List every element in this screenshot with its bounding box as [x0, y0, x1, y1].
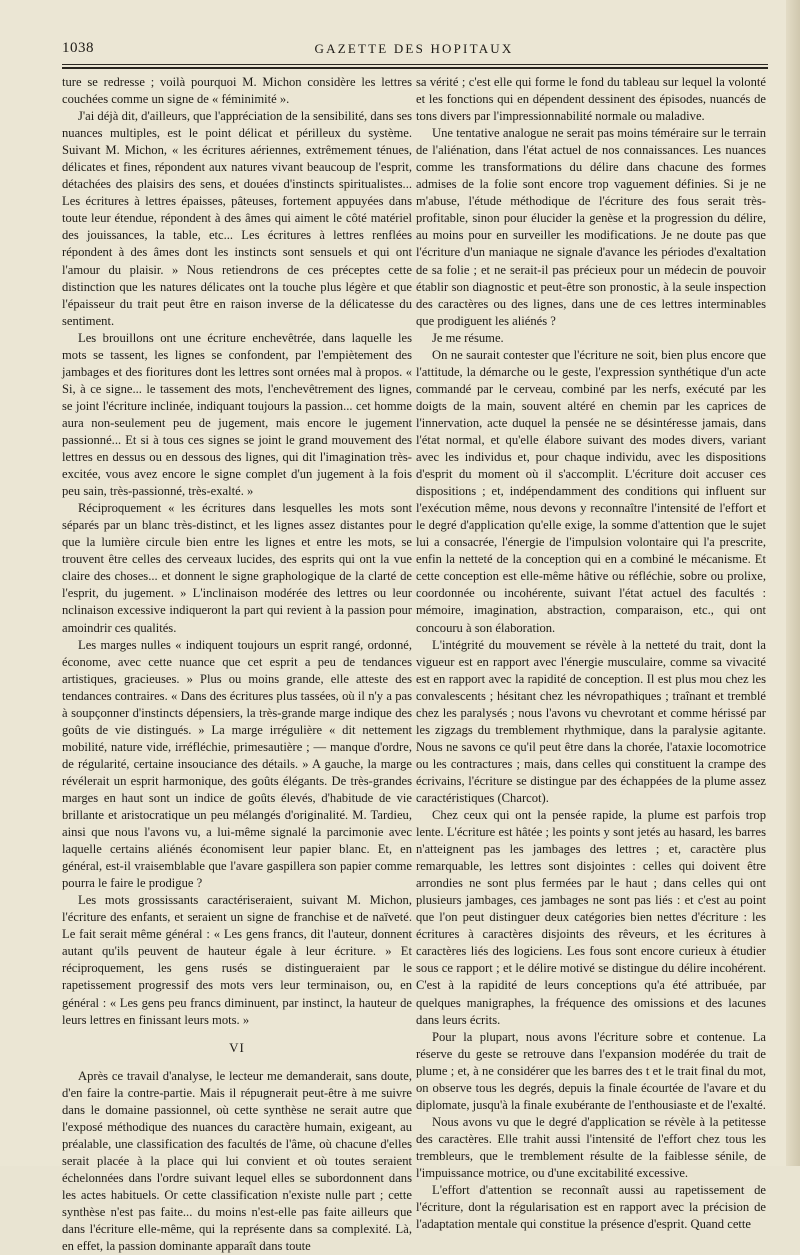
left-column	[62, 74, 412, 1255]
paragraph: J'ai déjà dit, d'ailleurs, que l'appréciation de la sensibilité, dans ses nuances multiples, est le point délicat et périlleux du système. Suivant M. Michon, « les écritures aériennes, extrêmement ténues, délicates et fines, répondent aux natures vivant beaucoup de l'esprit, détachées des plaisirs des sens, et douées d'instincts spiritualistes... Les écritures à lettres épaisses, pâteuses, fortement appuyées dans toute leur étendue, répondent à des âmes qui aiment le côté matériel des jouissances, la table, etc... Les écritures à lettres renflées répondent à des âmes dont les instincts sont sensuels et qui ont l'amour du plaisir. » Nous retiendrons de ces préceptes cette distinction que les natures délicates ont la touche plus légère et que l'épaisseur du trait peut être en raison inverse de la délicatesse du sentiment.	[62, 109, 412, 328]
page-number: 1038	[62, 40, 94, 56]
paragraph: On ne saurait contester que l'écriture ne soit, bien plus encore que l'attitude, la démarche ou le geste, l'expression synthétique d'un acte commandé par le cerveau, combiné par les nerfs, exécuté par les doigts de la main, souvent altéré en chemin par les caprices de l'innervation, acte duquel la pensée ne se désintéresse jamais, dans l'état normal, et qu'elle élabore suivant des modes divers, variant avec les individus et, pour chaque individu, avec les dispositions d'esprit du moment où il s'accomplit. L'écriture doit accuser ces dispositions ; et, indépendamment des conditions qui influent sur l'exécution même, nous devons y reconnaître l'intensité de l'effort et le degré d'application qu'elle exige, la somme d'attention que le sujet lui a consacrée, l'énergie de l'impulsion volontaire qui l'a prescrite, enfin la netteté de la conception qui en a combiné le mécanisme. Et cette conception est elle-même hâtive ou réfléchie, sobre ou prolixe, coordonnée ou incohérente, suivant l'état actuel des facultés : mémoire, imagination, abstraction, comparaison, etc., qui ont concouru à son élaboration.	[416, 347, 766, 635]
paragraph: Nous avons vu que le degré d'application se révèle à la petitesse des caractères. Elle trahit aussi l'intensité de l'effort chez tous les trembleurs, que le tremblement résulte de la faiblesse sénile, de l'impuissance motrice, ou d'une excitabilité excessive.	[416, 1114, 766, 1180]
paragraph: sa vérité ; c'est elle qui forme le fond du tableau sur lequel la volonté et les fonctions qui en dépendent dessinent des épisodes, nuancés de tons divers par l'impressionnabilité normale ou maladive.	[416, 75, 766, 124]
page-header	[62, 40, 766, 62]
paragraph: Après ce travail d'analyse, le lecteur me demanderait, sans doute, d'en faire la contre-partie. Mais il répugnerait peut-être à me suivre dans le domaine passionnel, où cette synthèse ne serait autre que l'exposé méthodique des nuances du caractère humain, exigeant, au préalable, une classification des facultés de l'âme, où chacune d'elles serait placée à la place qui lui convient et où toutes seraient échelonnées dans l'ordre suivant lequel elles se subordonnent dans les actes habituels. Or cette classification n'existe nulle part ; cette synthèse n'est pas faite... du moins n'est-elle pas faite ailleurs que dans l'écriture elle-même, qui la représente dans sa complexité. Là, en effet, la passion dominante apparaît dans toute	[62, 1068, 412, 1254]
section-numeral: VI	[229, 1039, 245, 1055]
paragraph: Une tentative analogue ne serait pas moins téméraire sur le terrain de l'aliénation, dans l'état actuel de nos connaissances. Les nuances comme les transformations du délire dans chacune des formes admises de la folie sont encore trop vaguement définies. Si je ne m'abuse, l'étude méthodique de l'écriture des fous serait très-profitable, sinon pour élucider la genèse et la progression du délire, au moins pour en surveiller les modifications. Je ne doute pas que l'écriture d'un maniaque ne signale d'avance les périodes d'exaltation de sa folie ; et ne serait-il pas précieux pour un médecin de pouvoir établir son diagnostic et peut-être son pronostic, à la seule inspection des caractères ou des lignes, dans une de ces lettres interminables que prodiguent les aliénés ?	[416, 126, 766, 328]
paragraph: Les brouillons ont une écriture enchevêtrée, dans laquelle les mots se tassent, les lignes se confondent, par l'empiètement des jambages et des fioritures dont les lettres sont ornées mal à propos. « Si, à ce signe... le tassement des mots, l'enchevêtrement des lignes, se joint l'écriture inclinée, indiquant toujours la passion... cet homme aura non-seulement peu de jugement, mais encore le jugement passionné... Et si à tous ces signes se joint le grand mouvement des lettres en dessus ou en dessous des lignes, qui dit l'imagination très-excitée, vous avez encore le signe complet d'un jugement à la fois peu sain, très-passionné, très-exalté. »	[62, 330, 412, 499]
paragraph: Les marges nulles « indiquent toujours un esprit rangé, ordonné, économe, avec cette nuance que cet esprit a peu de tendances artistiques, gracieuses. » Plus ou moins grande, elle atteste des tendances contraires. « Dans des écritures plus tassées, où il n'y a pas à soupçonner d'instincts dépensiers, la très-grande marge indique des goûts de vie distingués. » La marge irrégulière « dit nettement mobilité, nature vide, irréfléchie, primesautière ; — manque d'ordre, de régularité, certaine insouciance des détails. » A gauche, la marge révélerait un esprit harmonique, des goûts élégants. De très-grandes marges en haut sont un indice de goûts élevés, d'habitude de vie brillante et aristocratique un peu mélangés d'originalité. M. Tardieu, ainsi que nous l'avons vu, a lui-même signalé la parcimonie avec laquelle certains aliénés économisent leur papier blanc. Et, en général, est-il vraisemblable que l'avare gaspillera son papier comme pourra le faire le prodigue ?	[62, 637, 412, 891]
paragraph: Pour la plupart, nous avons l'écriture sobre et contenue. La réserve du geste se retrouve dans l'expansion modérée du trait de plume ; et, à ne considérer que les barres des t et le trait final du mot, on observe tous les degrés, depuis la finale écourtée de l'avare et du diplomate, jusqu'à la finale exubérante de l'enthousiaste et de l'exalté.	[416, 1029, 766, 1112]
paragraph: Chez ceux qui ont la pensée rapide, la plume est parfois trop lente. L'écriture est hâtée ; les points y sont jetés au hasard, les barres n'atteignent pas les jambages des lettres ; et, caractère plus remarquable, les lettres sont disjointes : celles qui doivent être arrondies ne sont plus fermées par le haut ; dans celles qui ont plusieurs jambages, ces jambages ne sont pas liés : et c'est au point que l'on peut distinguer deux catégories bien nettes d'écriture : les écritures à caractères disjoints des rêveurs, et les écritures à caractères liés des logiciens. Les fous sont encore curieux à étudier sous ce rapport ; et le délire motivé se distingue du délire incohérent. C'est à la rapidité de leurs conceptions qu'a été attribuée, par quelques manigraphes, la fréquence des omissions et des lacunes dans leurs écrits.	[416, 808, 766, 1027]
paragraph: Les mots grossissants caractériseraient, suivant M. Michon, l'écriture des enfants, et seraient un signe de franchise et de naïveté. Le fait serait même général : « Les gens francs, dit l'auteur, donnent autant qu'ils peuvent de hauteur égale à leur écriture. » Et réciproquement, les gens rusés se distingueraient par le rapetissement progressif des mots vers leur terminaison, ou, en général : « Les gens peu francs diminuent, par instinct, la hauteur de leurs lettres en finissant leurs mots. »	[62, 893, 412, 1027]
header-rule-double	[62, 67, 768, 69]
header-rule	[62, 64, 768, 65]
paragraph: L'effort d'attention se reconnaît aussi au rapetissement de l'écriture, dont la régularisation est en rapport avec la précision de l'adaptation mentale qui constitue la présence d'esprit. Quand cette	[416, 1183, 766, 1232]
right-column	[416, 74, 766, 1233]
paragraph: Réciproquement « les écritures dans lesquelles les mots sont séparés par un blanc très-distinct, et les lignes assez distantes pour que la lumière circule bien entre les lignes et entre les mots, se trouvent être celles des cerveaux lucides, des esprits qui ont la vue claire des choses... et donnent le signe graphologique de la clarté de l'esprit, du jugement. » L'inclinaison modérée des lettres ou leur nclinaison excessive indiqueront la part qui revient à la passion pour amoindrir ces qualités.	[62, 501, 412, 635]
paragraph: ture se redresse ; voilà pourquoi M. Michon considère les lettres couchées comme un signe de « féminimité ».	[62, 75, 412, 107]
paragraph: L'intégrité du mouvement se révèle à la netteté du trait, dont la vigueur est en rapport avec l'énergie musculaire, comme sa vivacité est en rapport avec la rapidité de conception. Il est plus mou chez les convalescents ; hésitant chez les névropathiques ; traînant et tremblé chez les paralysés ; nous l'avons vu chevrotant et comme hérissé par les zigzags du tremblement rhythmique, dans la paralysie agitante. Nous ne savons ce qu'il peut être dans la chorée, l'ataxie locomotrice ou les contractures ; mais, dans celles qui constituent la crampe des écrivains, l'écriture se distingue par des échappées de la plume assez caractéristiques (Charcot).	[416, 637, 766, 805]
paragraph: Je me résume.	[432, 330, 504, 345]
running-title: GAZETTE DES HOPITAUX	[314, 41, 514, 56]
page-edge-shadow	[786, 0, 800, 1166]
